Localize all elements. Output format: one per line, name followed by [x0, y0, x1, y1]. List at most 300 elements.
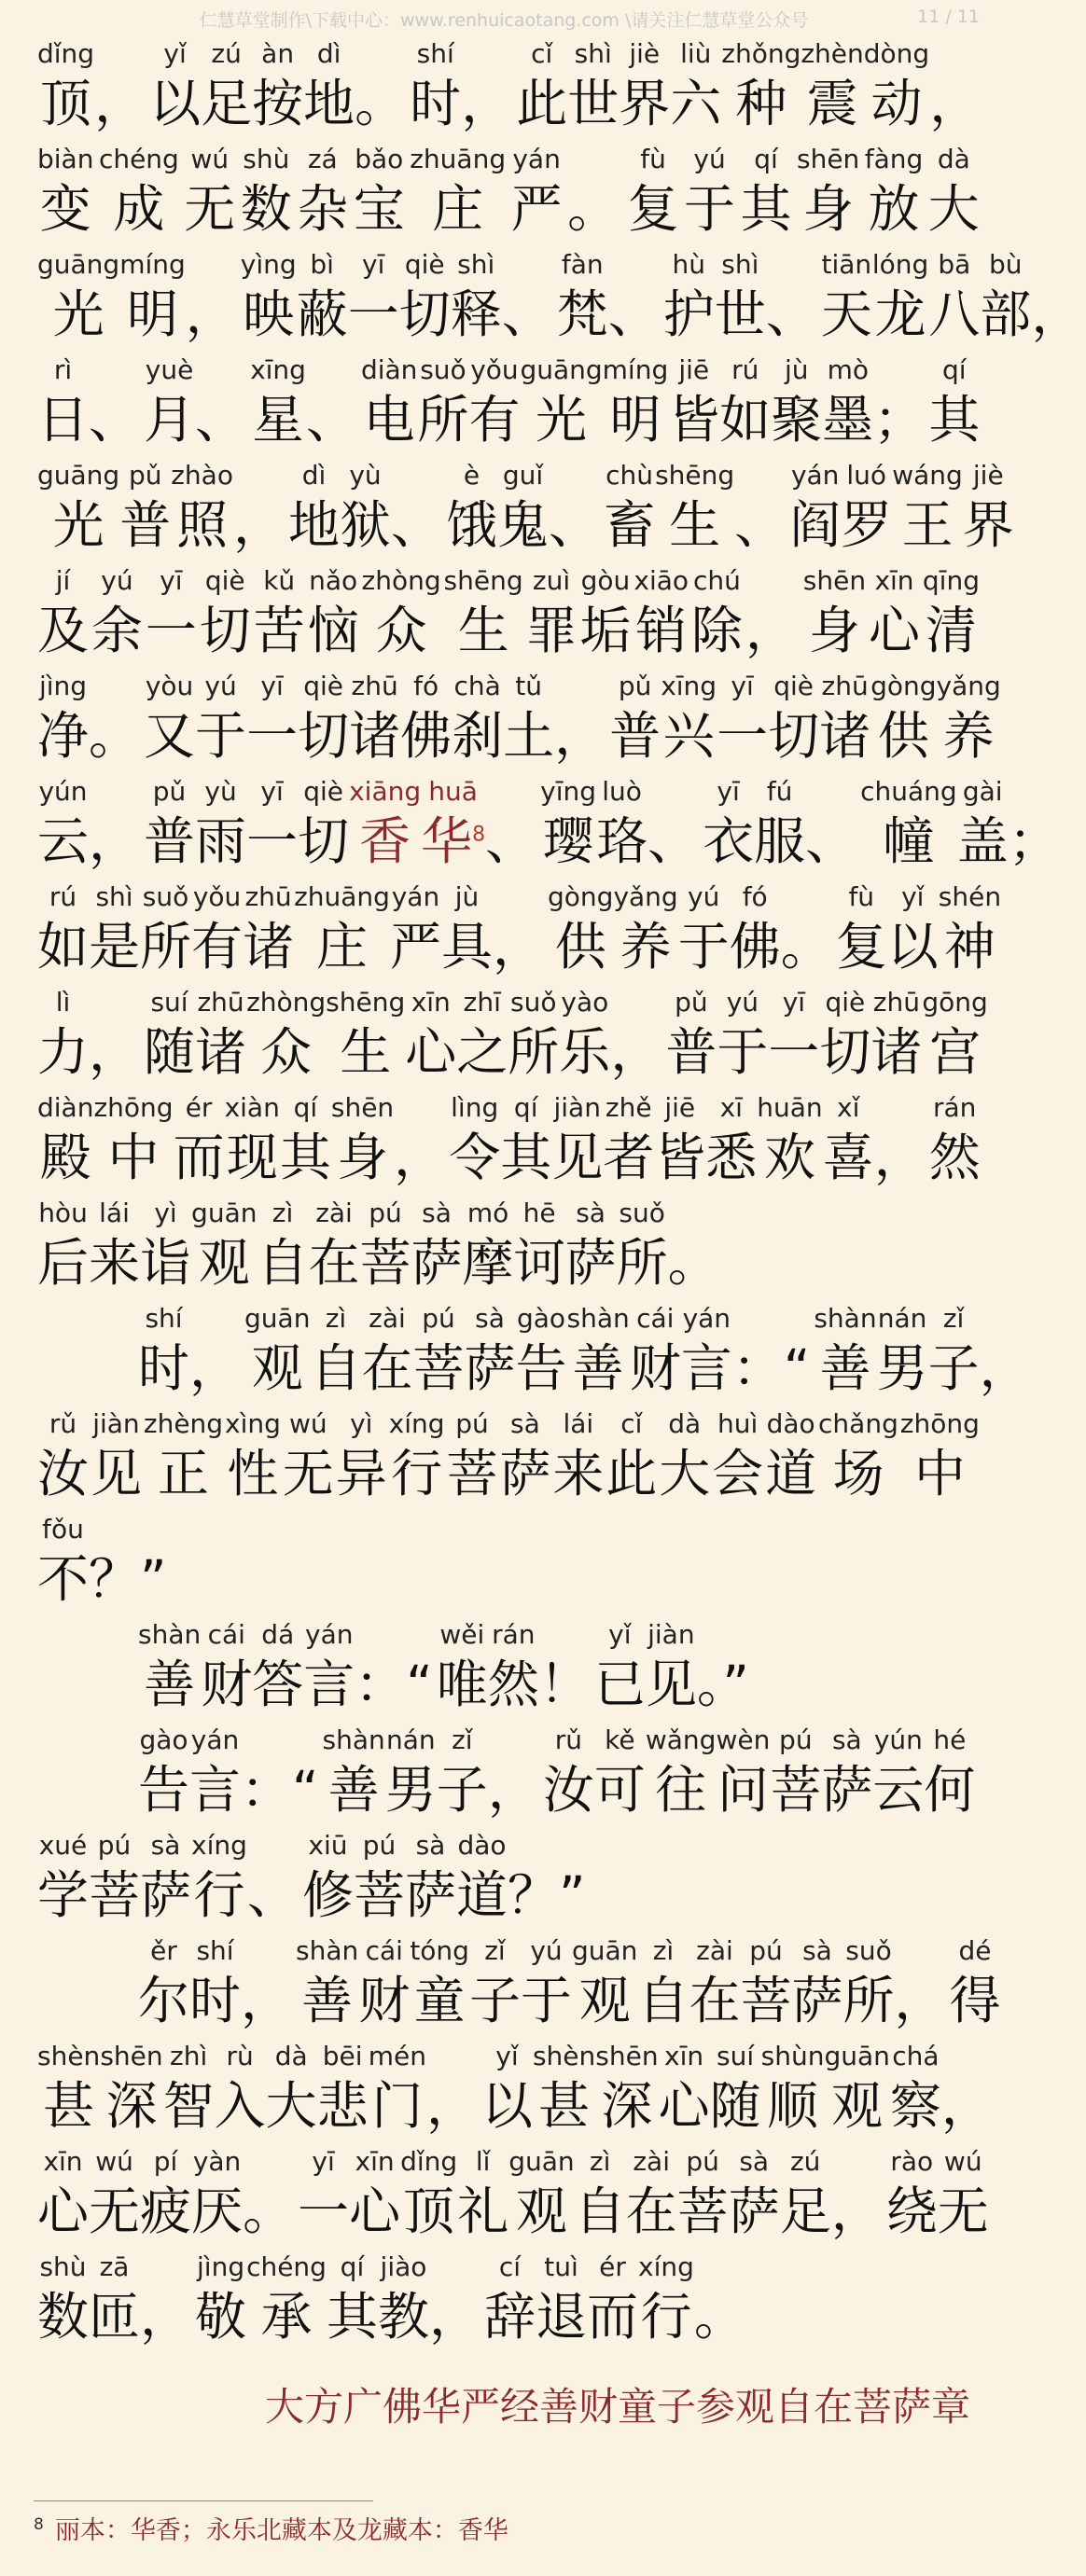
character-unit	[872, 246, 928, 352]
hanzi	[516, 2181, 567, 2242]
hanzi	[914, 1443, 966, 1504]
hanzi-text: 余	[90, 601, 143, 660]
pinyin: shàn	[138, 1619, 202, 1650]
hanzi-text: 不	[37, 1549, 90, 1609]
character-unit	[637, 1932, 689, 2038]
hanzi-text: 墨	[822, 390, 874, 450]
character-unit	[818, 1406, 898, 1511]
hanzi-text: 一	[717, 706, 769, 766]
hanzi-text: 现	[226, 1128, 278, 1187]
punctuation	[247, 1827, 302, 1932]
pinyin: shēn	[595, 2041, 659, 2071]
character-unit	[119, 457, 171, 562]
punctuation-mark	[195, 389, 246, 450]
pinyin: dà	[668, 1408, 702, 1439]
hanzi	[944, 916, 996, 977]
hanzi-text: 恼	[307, 601, 359, 660]
pinyin: dào	[457, 1830, 507, 1861]
character-unit	[980, 246, 1031, 352]
character-unit	[191, 879, 243, 984]
text-line	[37, 984, 988, 1089]
hanzi-text: 观	[831, 2076, 884, 2136]
pinyin: wú	[190, 144, 230, 174]
hanzi-text: 所	[140, 917, 192, 976]
pinyin: zhī	[463, 987, 501, 1018]
pinyin: lǐ	[475, 2146, 491, 2177]
hanzi	[400, 705, 452, 767]
hanzi-text: 无	[89, 2181, 141, 2241]
hanzi-text: 普	[144, 811, 196, 871]
punctuation	[89, 1511, 171, 1616]
hanzi-text: 答	[252, 1655, 304, 1714]
hanzi-text: 、	[195, 390, 247, 450]
text-line	[37, 1511, 980, 1616]
hanzi-text: ，	[232, 495, 285, 555]
character-unit	[400, 2143, 457, 2249]
pinyin: chù	[606, 460, 654, 491]
hanzi-text: 云	[37, 811, 90, 871]
pinyin: jìng	[38, 671, 88, 701]
character-unit	[963, 457, 1014, 562]
hanzi	[40, 1127, 91, 1188]
hanzi-text: 及	[37, 601, 90, 660]
character-unit	[37, 1511, 89, 1616]
character-unit	[37, 141, 93, 246]
hanzi	[411, 1232, 463, 1294]
hanzi-text: 界	[962, 495, 1014, 555]
character-unit	[340, 457, 391, 562]
pinyin: guān	[824, 2041, 890, 2071]
hanzi	[457, 2181, 508, 2242]
hanzi-text: 悲	[316, 2076, 369, 2136]
hanzi-text: 又	[144, 706, 196, 766]
hanzi-text: 饿	[446, 495, 498, 555]
pinyin: gòng	[870, 671, 937, 701]
character-unit	[354, 141, 405, 246]
hanzi-text: 子	[927, 1338, 980, 1398]
character-unit	[144, 984, 195, 1089]
pinyin: mén	[368, 2041, 426, 2071]
hanzi-text: 云	[872, 1760, 925, 1820]
punctuation	[929, 35, 984, 141]
hanzi	[189, 1759, 241, 1821]
character-unit	[938, 2143, 989, 2249]
hanzi	[113, 178, 164, 240]
hanzi-text: 而	[587, 2287, 639, 2347]
pinyin: zǐ	[484, 1935, 506, 1966]
hanzi-text: 无	[184, 179, 236, 239]
punctuation-mark	[140, 2286, 191, 2347]
character-unit	[821, 1722, 872, 1827]
punctuation-mark	[391, 494, 442, 556]
pinyin: chuáng	[860, 776, 957, 807]
character-unit	[533, 2038, 595, 2143]
character-unit	[280, 1089, 331, 1195]
hanzi-text: 、	[246, 1865, 299, 1925]
character-unit	[594, 1722, 646, 1827]
hanzi-text: 菩	[676, 2181, 729, 2241]
character-unit	[37, 1827, 89, 1932]
hanzi	[452, 705, 503, 767]
character-unit	[37, 246, 119, 352]
hanzi	[298, 810, 349, 872]
punctuation-mark	[426, 2075, 478, 2137]
hanzi	[144, 1021, 195, 1083]
pinyin: yǐ	[495, 2041, 519, 2071]
pinyin: cǐ	[531, 38, 553, 69]
pinyin: yīng	[540, 776, 597, 807]
pinyin: jí	[55, 565, 71, 596]
text-line	[37, 2038, 993, 2143]
character-unit	[298, 668, 349, 773]
pinyin: zú	[789, 2146, 821, 2177]
character-unit	[717, 984, 768, 1089]
hanzi-text: 有	[468, 390, 521, 450]
character-unit	[928, 352, 980, 457]
hanzi-text: ，	[94, 74, 146, 133]
hanzi	[771, 389, 822, 450]
character-unit	[768, 668, 819, 773]
hanzi-text: 。	[693, 2287, 745, 2347]
hanzi	[195, 2286, 246, 2347]
pinyin: yán	[190, 1724, 240, 1755]
hanzi-text: 于	[520, 1971, 572, 2030]
hanzi-text: 养	[942, 706, 995, 766]
hanzi	[890, 2075, 941, 2137]
character-unit	[296, 1932, 358, 2038]
character-unit	[465, 1300, 516, 1406]
hanzi	[37, 1443, 89, 1504]
hanzi-text: 普	[665, 1022, 717, 1082]
punctuation	[140, 2249, 195, 2354]
hanzi	[403, 2181, 454, 2242]
hanzi	[841, 494, 892, 556]
character-unit	[604, 457, 655, 562]
pinyin: diàn	[360, 354, 418, 385]
pinyin: fàn	[561, 249, 604, 280]
pinyin: sà	[831, 1724, 862, 1755]
character-unit	[663, 246, 715, 352]
pinyin: tóng	[410, 1935, 469, 1966]
hanzi-text: ，	[610, 1022, 662, 1082]
pinyin: dǐng	[37, 38, 95, 69]
text-line	[37, 1300, 1031, 1406]
hanzi	[819, 705, 870, 767]
character-unit	[138, 1932, 189, 2038]
pinyin: xīng	[250, 354, 306, 385]
hanzi	[768, 705, 819, 767]
hanzi	[823, 1127, 874, 1188]
hanzi	[184, 178, 235, 240]
pinyin: zhèng	[143, 1408, 224, 1439]
hanzi	[508, 1021, 559, 1083]
hanzi	[741, 178, 792, 240]
hanzi-text: 告	[138, 1760, 190, 1820]
punctuation	[668, 1195, 723, 1300]
character-unit	[613, 879, 677, 984]
pinyin: dà	[274, 2041, 308, 2071]
hanzi-text: 佛	[729, 917, 781, 976]
pinyin: shì	[721, 249, 759, 280]
pinyin: qiè	[303, 671, 343, 701]
punctuation-mark	[734, 494, 786, 556]
hanzi	[361, 1337, 412, 1399]
character-unit	[655, 457, 734, 562]
character-unit	[362, 562, 441, 668]
hanzi	[765, 1443, 816, 1504]
hanzi	[414, 1970, 466, 2031]
character-unit	[266, 2038, 317, 2143]
character-unit	[89, 2249, 140, 2354]
hanzi-text: ：“	[731, 1338, 811, 1398]
hanzi	[521, 1970, 572, 2031]
character-unit	[417, 352, 468, 457]
hanzi-text: 华	[421, 811, 473, 871]
pinyin: zhě	[605, 1092, 652, 1123]
hanzi-text: 萨	[728, 2181, 780, 2241]
pinyin: fù	[640, 144, 666, 174]
hanzi-text: 变	[39, 179, 91, 239]
hanzi	[557, 284, 608, 345]
pinyin: è	[463, 460, 480, 491]
punctuation-mark	[89, 389, 140, 450]
pinyin: rú	[731, 354, 759, 385]
hanzi-text: 、	[765, 284, 817, 344]
footnote-reference[interactable]: 8	[472, 823, 486, 847]
hanzi-text: 足	[779, 2181, 831, 2241]
hanzi-text: 地	[287, 495, 340, 555]
character-unit	[801, 35, 863, 141]
pinyin: yán	[305, 1619, 354, 1650]
hanzi	[327, 2286, 378, 2347]
hanzi	[191, 916, 243, 977]
hanzi	[469, 1970, 521, 2031]
pinyin: pú	[749, 1935, 783, 1966]
text-line	[37, 457, 1014, 562]
hanzi-text: 一	[347, 284, 399, 344]
character-unit	[405, 1827, 456, 1932]
hanzi	[665, 1021, 717, 1083]
pinyin: shēng	[443, 565, 523, 596]
hanzi-text: 善	[572, 1338, 624, 1398]
hanzi-text: 诸	[349, 706, 401, 766]
pinyin: dé	[958, 1935, 992, 1966]
character-unit	[399, 246, 451, 352]
hanzi	[405, 1021, 456, 1083]
character-unit	[521, 1932, 572, 2038]
pinyin: jiè	[972, 460, 1004, 491]
character-unit	[754, 773, 805, 879]
pinyin: zhū	[351, 671, 398, 701]
punctuation	[186, 246, 241, 352]
hanzi	[705, 1127, 757, 1188]
hanzi	[243, 284, 294, 345]
hanzi-text: 心	[349, 2181, 401, 2241]
pinyin: xíng	[638, 2251, 694, 2282]
hanzi-text: 财	[358, 1971, 411, 2030]
pinyin: zhòng	[246, 987, 327, 1018]
character-unit	[824, 2038, 889, 2143]
punctuation	[233, 457, 288, 562]
hanzi	[603, 1127, 654, 1188]
character-unit	[297, 141, 348, 246]
hanzi	[654, 1127, 705, 1188]
pinyin: zhòng	[361, 565, 441, 596]
character-unit	[659, 1406, 710, 1511]
punctuation	[781, 879, 836, 984]
hanzi-text: 幢	[883, 811, 935, 871]
hanzi-text: 言	[303, 1655, 355, 1714]
pinyin: luó	[846, 460, 887, 491]
character-unit	[385, 1722, 437, 1827]
pinyin: yī	[782, 987, 806, 1018]
hanzi	[488, 1654, 539, 1715]
character-unit	[684, 141, 735, 246]
hanzi	[437, 1759, 488, 1821]
hanzi	[770, 1759, 821, 1821]
pinyin: bā	[938, 249, 971, 280]
character-unit	[244, 1300, 310, 1406]
character-unit	[508, 984, 559, 1089]
pinyin: sà	[739, 2146, 770, 2177]
character-unit	[842, 1932, 894, 2038]
pinyin: xiāo	[634, 565, 689, 596]
scripture-body	[37, 35, 1083, 2354]
character-unit	[865, 141, 924, 246]
hanzi-text: 具	[440, 917, 493, 976]
pinyin: biàn	[37, 144, 94, 174]
punctuation	[1031, 246, 1086, 352]
hanzi-text: 。	[667, 1233, 719, 1293]
hanzi-text: 乐	[559, 1022, 611, 1082]
character-unit	[37, 2038, 100, 2143]
punctuation-mark	[831, 2181, 883, 2242]
pinyin: xiū	[308, 1830, 348, 1861]
character-unit	[634, 562, 689, 668]
hanzi-text: ，	[894, 1971, 946, 2030]
pinyin: qí	[942, 354, 967, 385]
character-unit	[257, 1195, 308, 1300]
pinyin: shàn	[814, 1303, 877, 1334]
hanzi	[703, 810, 754, 872]
hanzi-text: 智	[162, 2076, 215, 2136]
pinyin: yù	[204, 776, 237, 807]
pinyin: yú	[101, 565, 133, 596]
character-unit	[712, 1406, 763, 1511]
hanzi	[410, 73, 461, 134]
character-unit	[670, 35, 721, 141]
hanzi	[928, 178, 980, 240]
hanzi-text: ，	[830, 2181, 883, 2241]
pinyin: qiè	[404, 249, 445, 280]
hanzi-text: 一	[768, 1022, 820, 1082]
hanzi	[354, 1864, 405, 1926]
hanzi-text: 所	[508, 1022, 560, 1082]
pinyin: shàn	[566, 1303, 630, 1334]
hanzi-text: 观	[251, 1338, 303, 1398]
hanzi	[227, 1443, 278, 1504]
character-unit	[191, 1195, 257, 1300]
character-unit	[437, 1616, 488, 1722]
pinyin: yú	[688, 881, 720, 912]
hanzi-text: 电	[363, 390, 415, 450]
text-line	[37, 1195, 980, 1300]
hanzi	[89, 2286, 140, 2347]
character-unit	[441, 879, 493, 984]
punctuation	[647, 773, 703, 879]
hanzi-text: 释	[450, 284, 502, 344]
punctuation-mark	[873, 389, 925, 450]
hanzi-text: 诸	[195, 1022, 247, 1082]
hanzi-text: 观	[578, 1971, 631, 2030]
hanzi	[875, 284, 926, 345]
character-unit	[860, 773, 957, 879]
hanzi-text: ，	[940, 2076, 993, 2136]
character-unit	[413, 1300, 465, 1406]
character-unit	[89, 879, 140, 984]
punctuation	[567, 141, 622, 246]
hanzi	[89, 916, 140, 977]
hanzi-text: 在	[308, 1233, 360, 1293]
punctuation	[502, 246, 557, 352]
hanzi-text: ，	[89, 1022, 141, 1082]
hanzi-text: 甚	[538, 2076, 591, 2136]
hanzi-text: 、	[549, 495, 601, 555]
character-unit	[626, 2143, 677, 2249]
punctuation-mark	[243, 2181, 294, 2242]
pinyin: mò	[827, 354, 869, 385]
hanzi-text: 所	[616, 1233, 668, 1293]
hanzi-text: 衣	[703, 811, 755, 871]
hanzi-text: 按	[252, 74, 304, 133]
pinyin: chú	[692, 565, 741, 596]
hanzi-text: 切	[398, 284, 451, 344]
pinyin: dà	[937, 144, 970, 174]
pinyin: yǐ	[163, 38, 187, 69]
hanzi-text: 、	[305, 390, 357, 450]
character-unit	[814, 1300, 876, 1406]
hanzi-text: ，	[461, 74, 513, 133]
punctuation-mark	[89, 1021, 140, 1083]
hanzi-text: 善	[144, 1655, 196, 1714]
hanzi-text: 言	[189, 1760, 242, 1820]
hanzi-text: 除	[690, 601, 743, 660]
text-line	[37, 141, 980, 246]
character-unit	[516, 1300, 567, 1406]
hanzi-text: 菩	[446, 1444, 498, 1503]
character-unit	[703, 773, 754, 879]
pinyin: sà	[802, 1935, 832, 1966]
character-unit	[659, 2038, 710, 2143]
punctuation-mark	[1031, 284, 1082, 345]
punctuation-mark	[394, 1127, 445, 1188]
hanzi	[138, 1337, 189, 1399]
hanzi-text: 见	[551, 1128, 604, 1187]
pinyin: fú	[766, 776, 793, 807]
pinyin: fó	[413, 671, 439, 701]
hanzi-text: 严	[389, 917, 441, 976]
hanzi-text: 一	[246, 811, 299, 871]
hanzi	[360, 1232, 411, 1294]
character-unit	[361, 352, 417, 457]
hanzi	[280, 1127, 331, 1188]
hanzi-text: 时	[189, 1971, 242, 2030]
hanzi-text: 其	[740, 179, 792, 239]
pinyin: shēn	[330, 1092, 395, 1123]
character-unit	[484, 2249, 536, 2354]
hanzi-text: 力	[37, 1022, 90, 1082]
pinyin: jiàn	[92, 1408, 140, 1439]
